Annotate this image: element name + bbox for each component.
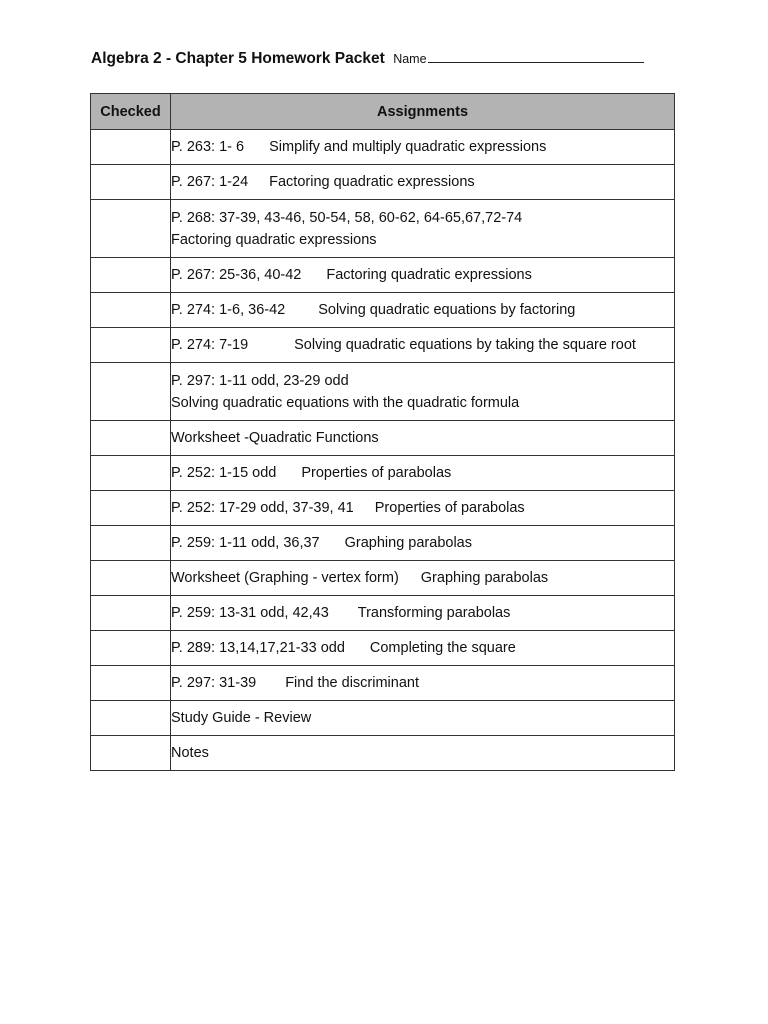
assignment-cell: [171, 293, 675, 328]
checked-column-header: Checked: [91, 94, 171, 130]
table-row: [91, 421, 675, 456]
table-row: [91, 491, 675, 526]
assignment-cell: [171, 130, 675, 165]
assignment-reference: Study Guide - Review: [171, 710, 312, 726]
table-row: [91, 363, 675, 421]
table-row: [91, 736, 675, 771]
checked-cell[interactable]: [91, 561, 171, 596]
assignment-description: Solving quadratic equations with the quadratic formula: [171, 394, 520, 411]
table-row: [91, 258, 675, 293]
assignments-column-header: Assignments: [171, 94, 675, 130]
assignment-cell: [171, 701, 675, 736]
checked-cell[interactable]: [91, 363, 171, 421]
assignment-cell: [171, 200, 675, 258]
assignment-description: Transforming parabolas: [357, 605, 511, 621]
checked-cell[interactable]: [91, 421, 171, 456]
checked-cell[interactable]: [91, 130, 171, 165]
assignment-cell: [171, 666, 675, 701]
assignment-reference: P. 297: 31-39: [171, 675, 257, 691]
assignment-description: Factoring quadratic expressions: [269, 174, 475, 190]
table-row: [91, 526, 675, 561]
assignment-reference: Worksheet (Graphing - vertex form): [171, 570, 399, 586]
assignment-cell: [171, 596, 675, 631]
assignments-table: [90, 93, 675, 771]
assignment-description: Factoring quadratic expressions: [326, 267, 532, 283]
table-row: [91, 328, 675, 363]
table-row: [91, 701, 675, 736]
assignment-description: Completing the square: [369, 640, 516, 656]
assignment-reference: P. 267: 25-36, 40-42: [171, 267, 302, 283]
assignment-reference: Notes: [171, 745, 209, 761]
checked-cell[interactable]: [91, 526, 171, 561]
assignment-cell: [171, 328, 675, 363]
table-row: [91, 293, 675, 328]
assignment-cell: [171, 491, 675, 526]
assignment-description: Graphing parabolas: [344, 535, 472, 551]
checked-cell[interactable]: [91, 258, 171, 293]
assignment-cell: [171, 165, 675, 200]
table-row: [91, 456, 675, 491]
assignment-description: Solving quadratic equations by taking the square root: [294, 337, 636, 353]
table-row: [91, 200, 675, 258]
assignment-reference: P. 252: 17-29 odd, 37-39, 41: [171, 500, 354, 516]
checked-cell[interactable]: [91, 631, 171, 666]
name-blank-line[interactable]: [428, 50, 644, 63]
assignment-reference: P. 252: 1-15 odd: [171, 465, 277, 481]
assignment-cell: [171, 526, 675, 561]
checked-cell[interactable]: [91, 666, 171, 701]
name-label: Name: [393, 52, 427, 66]
assignment-reference: P. 274: 1-6, 36-42: [171, 302, 286, 318]
assignment-reference: P. 297: 1-11 odd, 23-29 odd: [171, 372, 349, 389]
assignment-reference: P. 274: 7-19: [171, 337, 249, 353]
assignment-reference: P. 267: 1-24: [171, 174, 249, 190]
assignment-description: Properties of parabolas: [374, 500, 525, 516]
assignment-description: Graphing parabolas: [420, 570, 549, 586]
assignment-cell: [171, 736, 675, 771]
page-title: Algebra 2 - Chapter 5 Homework Packet: [91, 50, 385, 67]
table-row: [91, 561, 675, 596]
assignment-description: Properties of parabolas: [301, 465, 452, 481]
checked-cell[interactable]: [91, 456, 171, 491]
assignment-cell: [171, 631, 675, 666]
assignment-description: Simplify and multiply quadratic expressions: [269, 139, 547, 155]
table-row: [91, 666, 675, 701]
table-header-row: [91, 94, 675, 130]
page-header: [91, 50, 644, 68]
checked-cell[interactable]: [91, 165, 171, 200]
checked-cell[interactable]: [91, 328, 171, 363]
checked-cell[interactable]: [91, 701, 171, 736]
checked-cell[interactable]: [91, 293, 171, 328]
assignment-cell: [171, 456, 675, 491]
assignment-reference: P. 268: 37-39, 43-46, 50-54, 58, 60-62, 64-65,67,72-74: [171, 209, 523, 226]
assignment-reference: Worksheet -Quadratic Functions: [171, 430, 379, 446]
assignment-cell: [171, 421, 675, 456]
table-row: [91, 596, 675, 631]
checked-cell[interactable]: [91, 200, 171, 258]
assignment-description: Factoring quadratic expressions: [171, 231, 377, 248]
assignment-reference: P. 259: 13-31 odd, 42,43: [171, 605, 329, 621]
assignment-reference: P. 289: 13,14,17,21-33 odd: [171, 640, 345, 656]
assignment-description: Find the discriminant: [285, 675, 419, 691]
table-row: [91, 631, 675, 666]
assignment-reference: P. 259: 1-11 odd, 36,37: [171, 535, 320, 551]
checked-cell[interactable]: [91, 736, 171, 771]
assignment-cell: [171, 561, 675, 596]
checked-cell[interactable]: [91, 491, 171, 526]
assignment-reference: P. 263: 1- 6: [171, 139, 245, 155]
checked-cell[interactable]: [91, 596, 171, 631]
table-row: [91, 165, 675, 200]
assignment-cell: [171, 363, 675, 421]
assignment-cell: [171, 258, 675, 293]
table-row: [91, 130, 675, 165]
assignment-description: Solving quadratic equations by factoring: [318, 302, 576, 318]
